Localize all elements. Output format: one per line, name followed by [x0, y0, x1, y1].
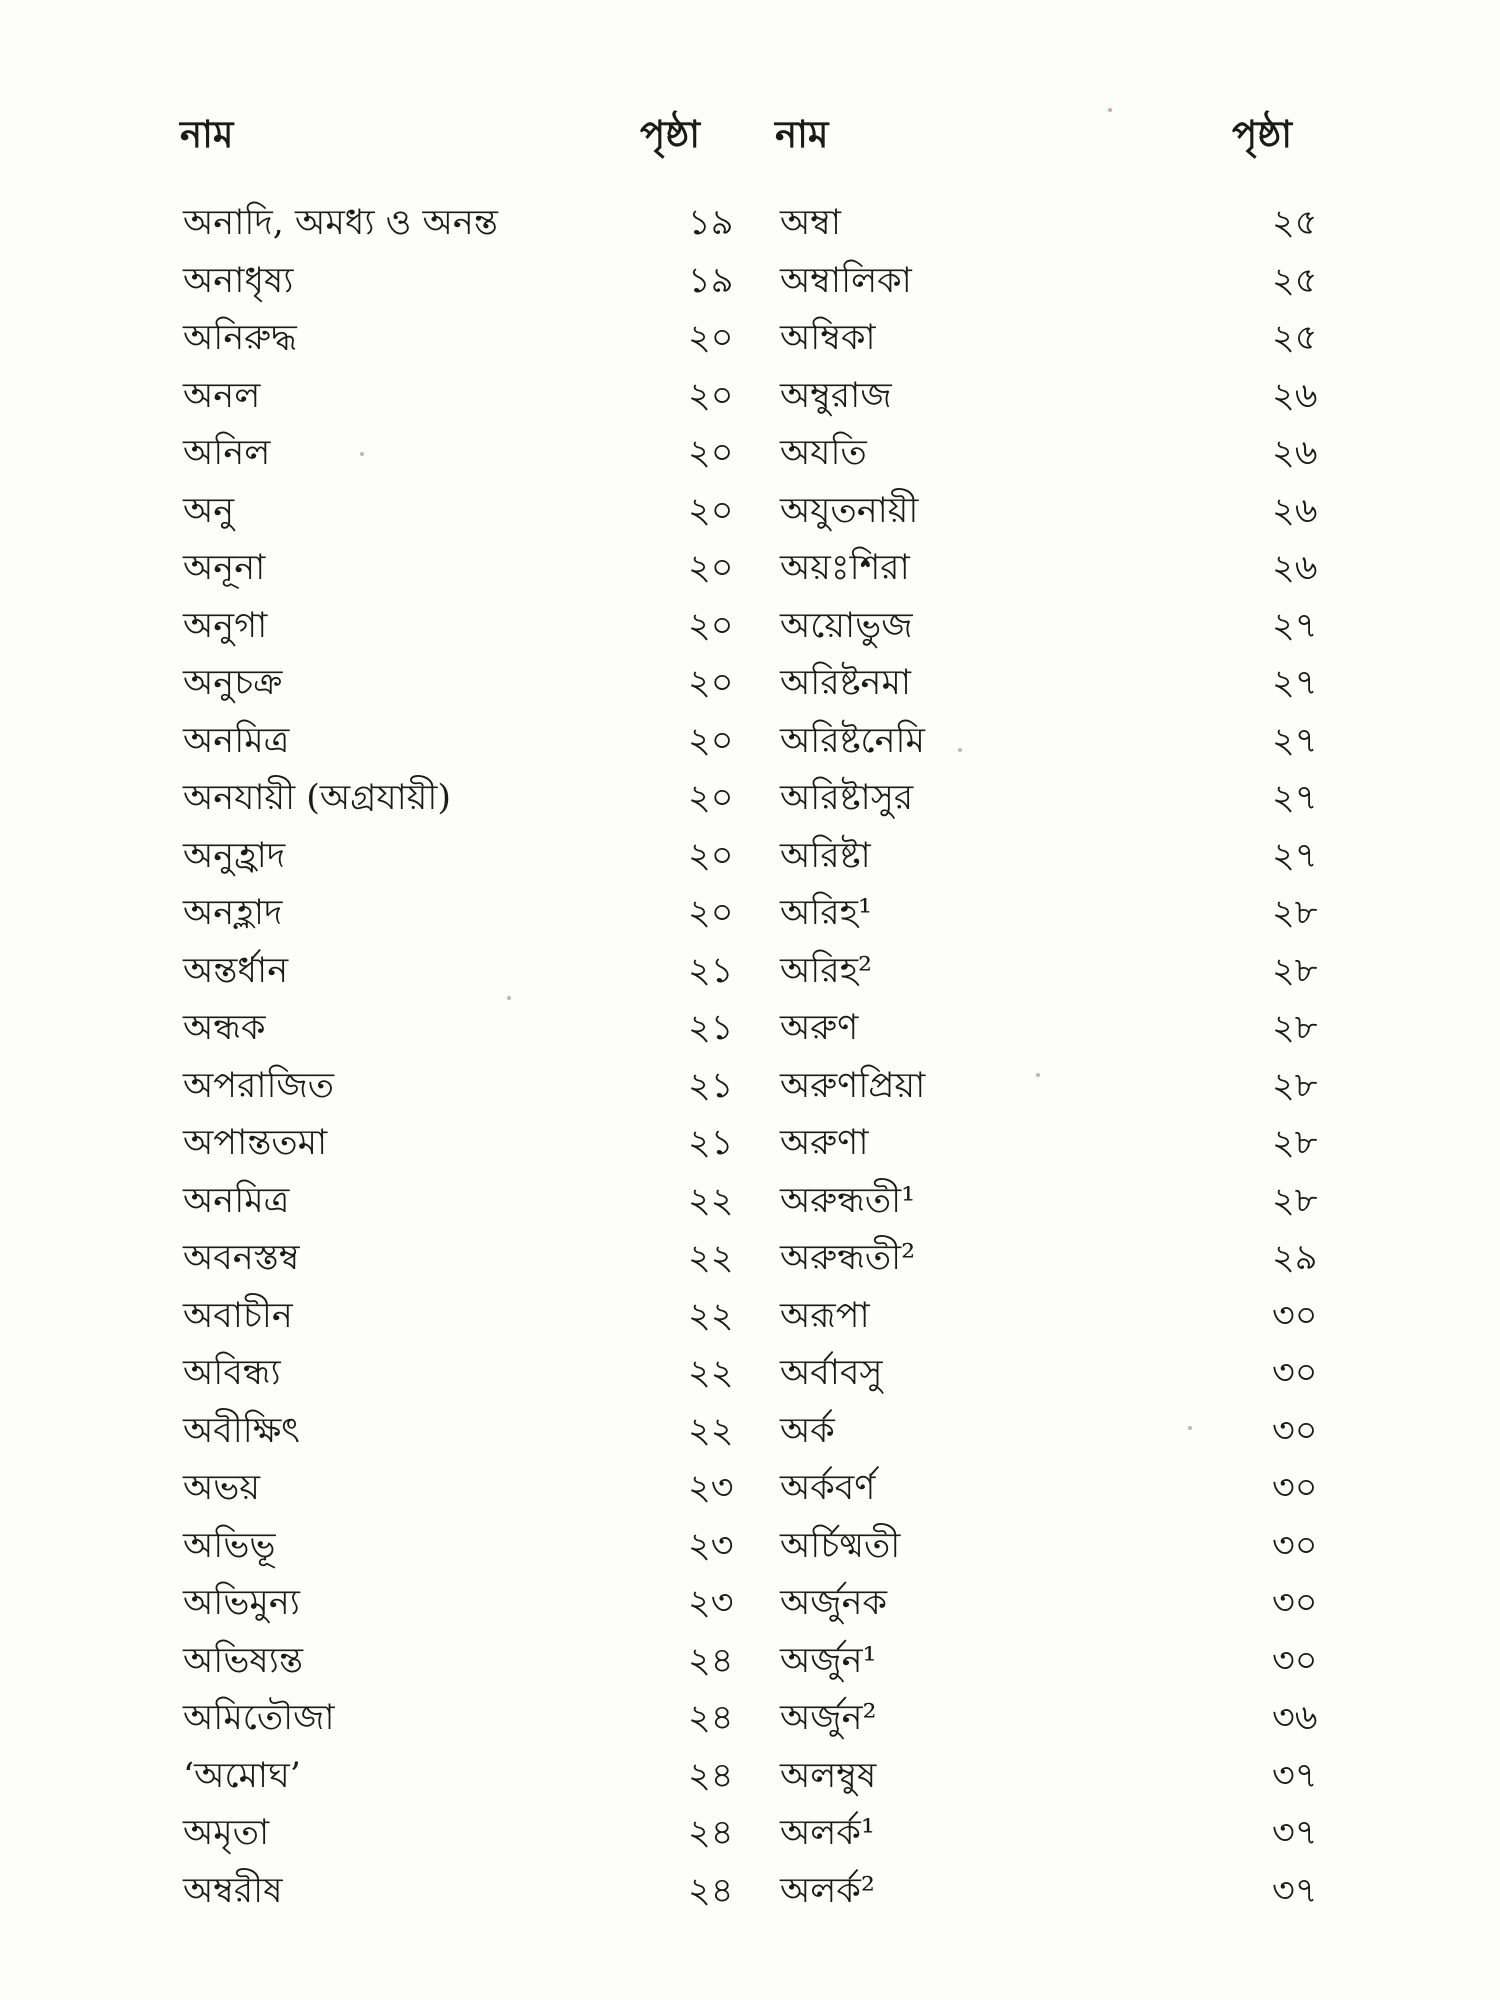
print-speck	[507, 996, 511, 1000]
entry-name-left: অভিমুন্য	[183, 1583, 300, 1623]
entry-page-right: ৩০	[1272, 1468, 1318, 1508]
index-row	[0, 655, 1500, 713]
index-row	[0, 540, 1500, 598]
index-row	[0, 828, 1500, 886]
entry-page-right: ২৯	[1272, 1238, 1318, 1278]
entry-name-left: অন্তর্ধান	[183, 950, 289, 991]
entry-name-right: অর্জুন¹	[780, 1640, 877, 1681]
entry-page-left: ২৩	[688, 1468, 734, 1508]
index-row	[0, 1805, 1500, 1863]
index-table	[0, 195, 1500, 1920]
entry-page-left: ২১	[688, 950, 734, 991]
entry-name-right: অযুতনায়ী	[780, 490, 919, 531]
entry-name-right: অযতি	[780, 433, 867, 473]
index-row	[0, 1690, 1500, 1748]
entry-name-left: অনযায়ী (অগ্রযায়ী)	[183, 778, 452, 818]
entry-name-left: ‘অমোঘ’	[183, 1755, 301, 1796]
entry-page-right: ২৮	[1272, 1123, 1318, 1163]
entry-name-left: অবনস্তম্ব	[183, 1238, 300, 1278]
entry-name-left: অমৃতা	[183, 1813, 270, 1853]
column-header	[0, 105, 1500, 175]
print-speck	[360, 452, 364, 456]
entry-name-right: অরিষ্টনেমি	[780, 720, 925, 761]
entry-name-right: অরুন্ধতী¹	[780, 1180, 916, 1221]
entry-name-right: অলর্ক²	[780, 1870, 875, 1911]
entry-page-right: ২৮	[1272, 1065, 1318, 1106]
entry-name-left: অপান্ততমা	[183, 1123, 328, 1163]
entry-page-right: ২৬	[1272, 490, 1318, 531]
entry-page-left: ২২	[688, 1238, 734, 1278]
entry-name-left: অবাচীন	[183, 1295, 293, 1336]
index-row	[0, 1633, 1500, 1691]
entry-page-right: ৩০	[1272, 1410, 1318, 1451]
entry-page-right: ৩৭	[1272, 1870, 1318, 1911]
entry-page-left: ২৪	[688, 1755, 734, 1796]
entry-name-right: অর্চিষ্মতী	[780, 1525, 901, 1566]
entry-name-right: অর্জুনক	[780, 1583, 888, 1623]
header-name-right: নাম	[775, 112, 829, 156]
entry-name-right: অরুণপ্রিয়া	[780, 1065, 926, 1106]
index-row	[0, 1518, 1500, 1576]
entry-page-right: ৩৬	[1272, 1698, 1318, 1738]
entry-name-right: অরিষ্টা	[780, 835, 871, 876]
index-row	[0, 1345, 1500, 1403]
index-row	[0, 1575, 1500, 1633]
entry-name-left: অবিন্ধ্য	[183, 1353, 281, 1393]
index-row	[0, 1288, 1500, 1346]
entry-page-right: ৩০	[1272, 1353, 1318, 1393]
entry-page-left: ২২	[688, 1180, 734, 1221]
entry-page-left: ২৪	[688, 1870, 734, 1911]
index-row	[0, 1403, 1500, 1461]
entry-name-left: অনল	[183, 375, 261, 416]
entry-page-right: ২৫	[1272, 260, 1318, 301]
entry-name-left: অনাদি, অমধ্য ও অনন্ত	[183, 203, 498, 243]
entry-page-left: ২০	[688, 605, 734, 646]
entry-name-right: অরুন্ধতী²	[780, 1238, 916, 1278]
entry-page-left: ২০	[688, 893, 734, 933]
index-row	[0, 1173, 1500, 1231]
entry-page-right: ২৫	[1272, 203, 1318, 243]
entry-page-right: ২৭	[1272, 663, 1318, 703]
header-name-left: নাম	[180, 112, 234, 156]
index-row	[0, 1748, 1500, 1806]
entry-page-left: ২০	[688, 490, 734, 531]
header-page-right: পৃষ্ঠা	[1232, 112, 1292, 156]
index-row	[0, 598, 1500, 656]
entry-name-left: অন্ধক	[183, 1008, 266, 1048]
entry-name-left: অনুগা	[183, 605, 268, 646]
index-row	[0, 1000, 1500, 1058]
entry-page-right: ২৭	[1272, 720, 1318, 761]
index-row	[0, 1460, 1500, 1518]
entry-name-right: অরূপা	[780, 1295, 870, 1336]
entry-page-left: ২০	[688, 778, 734, 818]
index-row	[0, 943, 1500, 1001]
entry-page-left: ২২	[688, 1353, 734, 1393]
index-row	[0, 713, 1500, 771]
entry-page-left: ২৪	[688, 1813, 734, 1853]
index-row	[0, 1863, 1500, 1921]
entry-name-left: অপরাজিত	[183, 1065, 335, 1106]
entry-name-right: অলর্ক¹	[780, 1813, 875, 1853]
entry-page-right: ২৫	[1272, 318, 1318, 358]
index-row	[0, 1230, 1500, 1288]
entry-page-right: ২৮	[1272, 893, 1318, 933]
entry-name-left: অনুচক্র	[183, 663, 283, 703]
entry-page-right: ৩০	[1272, 1640, 1318, 1681]
entry-name-right: অরুণ	[780, 1008, 859, 1048]
entry-page-left: ২০	[688, 663, 734, 703]
entry-name-left: অভিভূ	[183, 1525, 276, 1566]
entry-name-left: অনু	[183, 490, 235, 531]
index-row	[0, 1058, 1500, 1116]
index-row	[0, 368, 1500, 426]
index-row	[0, 310, 1500, 368]
entry-page-left: ২০	[688, 433, 734, 473]
entry-page-right: ৩৭	[1272, 1755, 1318, 1796]
entry-page-right: ২৭	[1272, 605, 1318, 646]
entry-page-left: ২২	[688, 1410, 734, 1451]
header-page-left: পৃষ্ঠা	[640, 112, 700, 156]
entry-name-right: অলম্বুষ	[780, 1755, 877, 1796]
entry-page-right: ২৮	[1272, 1180, 1318, 1221]
entry-name-right: অরিহ¹	[780, 893, 872, 933]
entry-page-left: ১৯	[688, 203, 734, 243]
entry-page-right: ২৭	[1272, 778, 1318, 818]
index-row	[0, 483, 1500, 541]
entry-name-right: অরিষ্টনমা	[780, 663, 912, 703]
entry-page-left: ২০	[688, 318, 734, 358]
entry-page-right: ২৬	[1272, 433, 1318, 473]
entry-name-left: অনুহ্রাদ	[183, 835, 286, 876]
entry-name-left: অভয়	[183, 1468, 261, 1508]
entry-page-left: ২০	[688, 720, 734, 761]
entry-name-right: অর্জুন²	[780, 1698, 877, 1738]
entry-page-left: ২৪	[688, 1640, 734, 1681]
entry-name-left: অনিল	[183, 433, 271, 473]
entry-name-left: অনমিত্র	[183, 1180, 290, 1221]
entry-name-right: অর্কবর্ণ	[780, 1468, 876, 1508]
entry-name-left: অমিতৌজা	[183, 1698, 335, 1738]
entry-name-left: অবীক্ষিৎ	[183, 1410, 300, 1451]
print-speck	[958, 748, 962, 752]
entry-page-left: ২১	[688, 1008, 734, 1048]
index-row	[0, 253, 1500, 311]
entry-page-left: ২১	[688, 1123, 734, 1163]
entry-page-right: ২৭	[1272, 835, 1318, 876]
entry-name-right: অর্বাবসু	[780, 1353, 883, 1393]
entry-name-left: অম্বরীষ	[183, 1870, 283, 1911]
entry-name-left: অনমিত্র	[183, 720, 290, 761]
entry-page-left: ২৩	[688, 1525, 734, 1566]
entry-page-right: ৩০	[1272, 1525, 1318, 1566]
entry-name-right: অয়োভুজ	[780, 605, 913, 646]
index-row	[0, 195, 1500, 253]
entry-page-left: ২৩	[688, 1583, 734, 1623]
print-speck	[1188, 1426, 1192, 1430]
entry-name-right: অরিহ²	[780, 950, 872, 991]
entry-page-left: ২০	[688, 835, 734, 876]
entry-name-right: অম্বিকা	[780, 318, 876, 358]
entry-page-right: ৩০	[1272, 1583, 1318, 1623]
entry-name-left: অনহ্লাদ	[183, 893, 283, 933]
entry-page-left: ১৯	[688, 260, 734, 301]
entry-page-right: ২৬	[1272, 375, 1318, 416]
index-row	[0, 1115, 1500, 1173]
entry-page-right: ২৮	[1272, 1008, 1318, 1048]
entry-page-left: ২১	[688, 1065, 734, 1106]
entry-page-left: ২০	[688, 548, 734, 588]
entry-name-right: অয়ঃশিরা	[780, 548, 910, 588]
entry-page-left: ২৪	[688, 1698, 734, 1738]
entry-name-left: অনাধৃষ্য	[183, 260, 294, 301]
print-speck	[1108, 108, 1112, 112]
entry-name-right: অম্বুরাজ	[780, 375, 892, 416]
entry-name-right: অরুণা	[780, 1123, 869, 1163]
entry-name-left: অনিরুদ্ধ	[183, 318, 297, 358]
entry-page-right: ৩৭	[1272, 1813, 1318, 1853]
entry-page-right: ২৬	[1272, 548, 1318, 588]
entry-name-right: অর্ক	[780, 1410, 835, 1451]
entry-name-right: অরিষ্টাসুর	[780, 778, 914, 818]
entry-name-right: অম্বালিকা	[780, 260, 912, 301]
entry-name-left: অনূনা	[183, 548, 266, 588]
print-speck	[1036, 1073, 1040, 1077]
entry-page-left: ২২	[688, 1295, 734, 1336]
index-row	[0, 770, 1500, 828]
index-row	[0, 425, 1500, 483]
entry-page-right: ২৮	[1272, 950, 1318, 991]
entry-page-left: ২০	[688, 375, 734, 416]
entry-page-right: ৩০	[1272, 1295, 1318, 1336]
entry-name-left: অভিষ্যন্ত	[183, 1640, 303, 1681]
index-row	[0, 885, 1500, 943]
entry-name-right: অম্বা	[780, 203, 842, 243]
